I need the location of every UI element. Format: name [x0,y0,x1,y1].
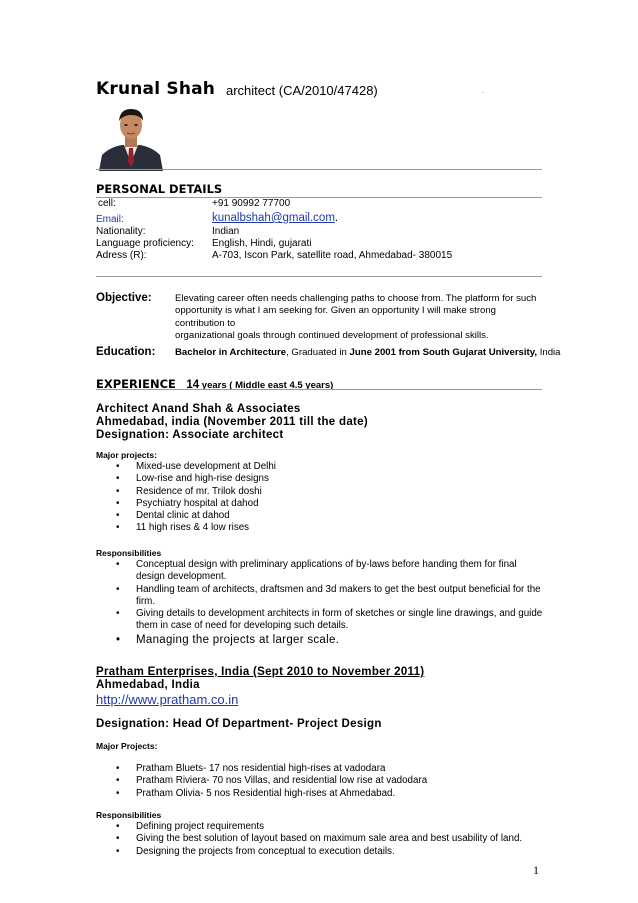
list-item: • Mixed-use development at Delhi [116,461,546,473]
personal-details-table [96,198,542,262]
list-item: • Residence of mr. Trilok doshi [116,486,546,498]
detail-row-nationality [96,226,542,238]
job1-company: Architect Anand Shah & Associates [96,403,301,415]
list-item: • Dental clinic at dahod [116,510,546,522]
job2-projects-heading: Major Projects: [96,741,158,751]
list-item: • Giving details to development architects in form of sketches or single line drawings, and guide them in case of need for developing such details. [116,608,544,633]
list-item: • Pratham Bluets- 17 nos residential high-rises at vadodara [116,763,546,775]
email-dot: . [334,212,339,224]
experience-years: 14 [186,379,200,391]
experience-heading-row [96,375,333,393]
list-item: • Low-rise and high-rise designs [116,473,546,485]
job2-header [96,666,546,708]
education-place: India [537,347,561,358]
detail-label: cell: [98,198,116,209]
detail-value: Indian [212,226,240,237]
detail-row-address [96,250,542,262]
job2-responsibilities-list [116,821,546,858]
list-item: • Pratham Olivia- 5 nos Residential high-rises at Ahmedabad. [116,788,546,800]
job1-responsibilities-list [116,559,544,647]
education-text [175,347,561,359]
job1-projects-list [116,461,546,535]
job1-header [96,403,546,442]
person-portrait-icon [96,105,166,171]
job2-company: Pratham Enterprises, India (Sept 2010 to November 2011) [96,666,425,678]
job1-designation: Designation: Associate architect [96,429,284,441]
job1-projects-heading: Major projects: [96,450,157,460]
detail-label: Email: [96,214,124,225]
detail-row-language [96,238,542,250]
detail-label: Language proficiency: [96,238,194,249]
objective-label: Objective: [96,292,152,304]
objective-line: opportunity is what I am seeking for. Given an opportunity I will make strong contribution to [175,305,497,329]
detail-row-email [96,212,542,226]
divider [96,169,542,170]
list-item: • Psychiatry hospital at dahod [116,498,546,510]
list-item: • Designing the projects from conceptual to execution details. [116,846,546,858]
detail-label: Nationality: [96,226,146,237]
profile-photo [96,105,166,171]
page-number: 1 [533,863,539,877]
objective-text [175,293,545,342]
divider [96,276,542,277]
email-link[interactable]: kunalbshah@gmail.com [212,212,335,224]
divider [96,389,542,390]
candidate-title: architect (CA/2010/47428) [226,83,378,98]
education-when: June 2001 from South Gujarat University, [349,347,538,358]
objective-line: Elevating career often needs challenging paths to choose from. The platform for such [175,293,537,304]
experience-detail: years ( Middle east 4.5 years) [199,380,334,391]
detail-value: English, Hindi, gujarati [212,238,312,249]
degree: Bachelor in Architecture [175,347,287,358]
job2-designation: Designation: Head Of Department- Project Design [96,718,382,730]
list-item: • Conceptual design with preliminary applications of by-laws before handing them for final design development. [116,559,544,584]
list-item: • Handling team of architects, draftsmen and 3d makers to get the best output beneficial for the firm. [116,584,544,609]
detail-label: Adress (R): [96,250,147,261]
list-item: • 11 high rises & 4 low rises [116,522,546,534]
education-mid: , Graduated in [286,347,350,358]
job1-location: Ahmedabad, india (November 2011 till the date) [96,416,368,428]
list-item: • Giving the best solution of layout based on maximum sale area and best usability of land. [116,833,546,845]
list-item: • Defining project requirements [116,821,546,833]
personal-details-heading: PERSONAL DETAILS [96,182,223,196]
job2-responsibilities-heading: Responsibilities [96,810,162,820]
list-item: • Managing the projects at larger scale. [116,633,544,647]
list-item: • Pratham Riviera- 70 nos Villas, and residential low rise at vadodara [116,775,546,787]
detail-row-cell [96,198,542,210]
job2-projects-list [116,763,546,800]
header-dot: . [482,86,485,95]
job1-responsibilities-heading: Responsibilities [96,548,162,558]
phone-value: +91 90992 77700 [212,198,291,209]
detail-value: A-703, Iscon Park, satellite road, Ahmedabad- 380015 [212,250,453,261]
job2-location: Ahmedabad, India [96,679,200,691]
education-label: Education: [96,346,156,358]
website-link[interactable]: http://www.pratham.co.in [96,692,239,707]
objective-line: organizational goals through continued development of professional skills. [175,329,489,341]
candidate-name: Krunal Shah [96,79,216,99]
experience-heading: EXPERIENCE [96,377,176,391]
